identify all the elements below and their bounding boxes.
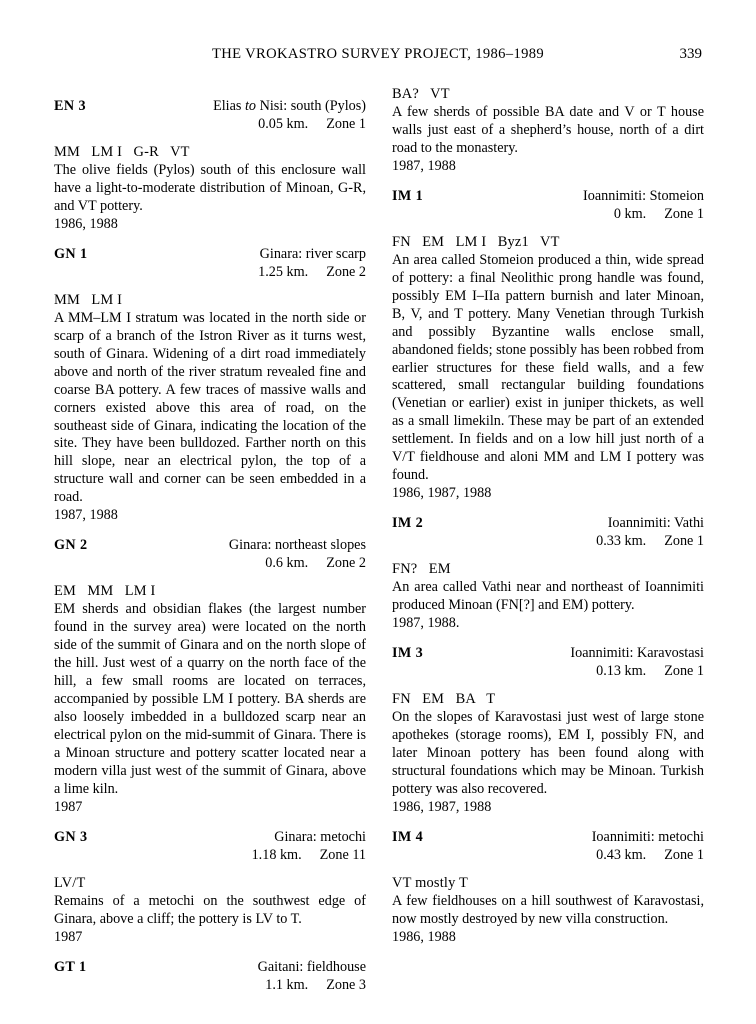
entry-place: Ioannimiti: Vathi [607, 515, 704, 532]
entry-distance: 0.13 km. [596, 663, 647, 680]
page-title: THE VROKASTRO SURVEY PROJECT, 1986–1989 [211, 46, 545, 62]
entry-zone: Zone 1 [664, 205, 704, 222]
entry-periods: FN EM LM I Byz1 VT [392, 233, 560, 250]
entry-gn-3 [54, 829, 366, 947]
entry-years: 1987, 1988. [392, 615, 460, 632]
entry-periods: VT mostly T [392, 874, 469, 891]
entry-years: 1986, 1988 [54, 215, 118, 232]
entry-periods: MM LM I G-R VT [54, 144, 190, 160]
entry-gt-1-continued [392, 86, 704, 176]
entry-place: Ioannimiti: Stomeion [583, 187, 704, 204]
entry-meta [54, 847, 366, 864]
entry-head [54, 537, 366, 554]
column-left [54, 86, 366, 996]
entry-zone: Zone 1 [326, 116, 366, 132]
entry-zone: Zone 1 [664, 663, 704, 680]
entry-description: The olive fields (Pylos) south of this enclosure wall have a light-to-moderate distribution of Minoan, G-R, and VT pottery. [54, 162, 366, 214]
entry-meta [54, 264, 366, 281]
entry-years: 1986, 1987, 1988 [392, 485, 492, 502]
entry-im-1 [392, 188, 704, 503]
entry-gn-2 [54, 537, 366, 816]
entry-distance: 1.18 km. [251, 846, 302, 863]
entry-zone: Zone 1 [664, 846, 704, 863]
entry-years: 1987, 1988 [392, 157, 456, 174]
entry-place-italic: to [244, 98, 257, 114]
entry-periods: FN? EM [392, 561, 451, 578]
entry-place-post: Nisi: south (Pylos) [256, 98, 366, 114]
entry-zone: Zone 1 [664, 533, 704, 550]
entry-description: An area called Vathi near and northeast of Ioannimiti produced Minoan (FN[?] and EM) pottery. [392, 579, 704, 614]
entry-en-3 [54, 98, 366, 234]
entry-years: 1986, 1988 [392, 928, 456, 945]
entry-zone: Zone 2 [326, 555, 366, 572]
entry-code: IM 2 [392, 515, 424, 532]
entry-years: 1986, 1987, 1988 [392, 798, 492, 815]
entry-code: GN 2 [54, 537, 88, 554]
entry-distance: 0.33 km. [596, 533, 647, 550]
entry-periods: EM MM LM I [54, 583, 156, 600]
entry-periods: FN EM BA T [392, 691, 496, 708]
entry-gt-1 [54, 959, 366, 994]
entry-description: A few fieldhouses on a hill southwest of Karavostasi, now mostly destroyed by new villa construction. [392, 892, 704, 927]
entry-periods: BA? VT [392, 86, 450, 102]
entry-zone: Zone 2 [326, 263, 366, 280]
entry-distance: 0.43 km. [596, 846, 647, 863]
entry-code: EN 3 [54, 98, 86, 114]
entry-place: Ginara: metochi [274, 828, 366, 845]
entry-head [392, 829, 704, 846]
entry-periods: LV/T [54, 874, 86, 891]
entry-meta [392, 533, 704, 550]
entry-code: IM 1 [392, 187, 424, 204]
entry-code: GN 3 [54, 828, 88, 845]
entry-zone: Zone 11 [319, 846, 366, 863]
entry-place-pre: Elias [213, 98, 245, 114]
entry-head [392, 188, 704, 205]
entry-code: GN 1 [54, 245, 88, 262]
column-right [392, 86, 704, 949]
entry-code: IM 3 [392, 645, 424, 662]
entry-head [392, 645, 704, 662]
entry-description: On the slopes of Karavostasi just west of large stone apothekes (storage rooms), EM I, possibly FN, and later Minoan pottery has been found along with structural foundations which may be Minoan. Turkish pottery was also recovered. [392, 709, 704, 797]
entry-place: Ioannimiti: metochi [591, 828, 704, 845]
entry-distance: 1.1 km. [265, 976, 309, 993]
entry-distance: 0.6 km. [265, 555, 309, 572]
entry-meta [392, 206, 704, 223]
entry-head [54, 98, 366, 115]
entry-description: A MM–LM I stratum was located in the north side or scarp of a branch of the Istron River as it turns west, south of Ginara. Widening of a dirt road immediately above and north of the river stratum revealed fine and coarse BA pottery. A few traces of massive walls and corners existed above this area of road, on the southeast side of Ginara, indicating the location of the site. They have been bulldozed. Farther north on this hill slope, near an electrical pylon, the top of a structure wall and corner can be seen embedded in a road. [54, 309, 366, 506]
entry-description: Remains of a metochi on the southwest edge of Ginara, above a cliff; the pottery is LV to T. [54, 892, 366, 927]
entry-meta [392, 663, 704, 680]
entry-head [54, 959, 366, 976]
running-head [54, 46, 702, 72]
entry-place: Ginara: river scarp [259, 245, 366, 262]
page-number: 339 [679, 46, 702, 62]
entry-meta [392, 847, 704, 864]
entry-description: An area called Stomeion produced a thin, wide spread of pottery: a final Neolithic prong handle was found, possibly EM I–IIa pattern burnish and later Minoan, B, V, and T pottery. Many Venetian through Turkish and possibly Byzantine walls enclose small, abandoned fields; stone possibly has been robbed from earlier structures for these field walls, and a few scattered, small rectangular building foundations (Venetian or earlier) exist in juniper thickets, as well as a small limekiln. These may be part of an extended settlement. In fields and on a low hill just north of a V/T fieldhouse and aloni MM and LM I pottery was found. [392, 251, 704, 484]
entry-description: EM sherds and obsidian flakes (the largest number found in the survey area) were located on the north side of the summit of Ginara and on the north slope of the hill. Just west of a quarry on the north face of the hill, a few small rooms are located on terraces, accompanied by possible LM I pottery. BA sherds are also loosely imbedded in a bulldozed scarp near an electrical pylon on the mid-summit of Ginara. There is a Minoan structure and pottery scatter located near a modern villa just west of the summit of Ginara, above a lime kiln. [54, 601, 366, 797]
entry-description: A few sherds of possible BA date and V or T house walls just east of a shepherd’s house, north of a dirt road to the monastery. [392, 104, 704, 156]
entry-gn-1 [54, 246, 366, 525]
entry-head [392, 515, 704, 532]
entry-im-2 [392, 515, 704, 633]
entry-place: Gaitani: fieldhouse [257, 958, 366, 975]
entry-meta [54, 977, 366, 994]
entry-code: GT 1 [54, 958, 87, 975]
entry-periods: MM LM I [54, 291, 123, 308]
entry-code: IM 4 [392, 828, 424, 845]
entry-meta [54, 116, 366, 133]
entry-distance: 1.25 km. [258, 263, 309, 280]
entry-place [86, 98, 366, 115]
entry-im-4 [392, 829, 704, 947]
entry-years: 1987, 1988 [54, 507, 118, 524]
entry-im-3 [392, 645, 704, 817]
entry-years: 1987 [54, 928, 83, 945]
entry-place: Ioannimiti: Karavostasi [570, 645, 704, 662]
entry-place: Ginara: northeast slopes [228, 537, 366, 554]
entry-years: 1987 [54, 798, 83, 815]
entry-distance: 0 km. [613, 205, 647, 222]
entry-head [54, 829, 366, 846]
column-container [54, 86, 702, 996]
entry-head [54, 246, 366, 263]
entry-meta [54, 555, 366, 572]
entry-zone: Zone 3 [326, 976, 366, 993]
entry-distance: 0.05 km. [258, 116, 309, 132]
